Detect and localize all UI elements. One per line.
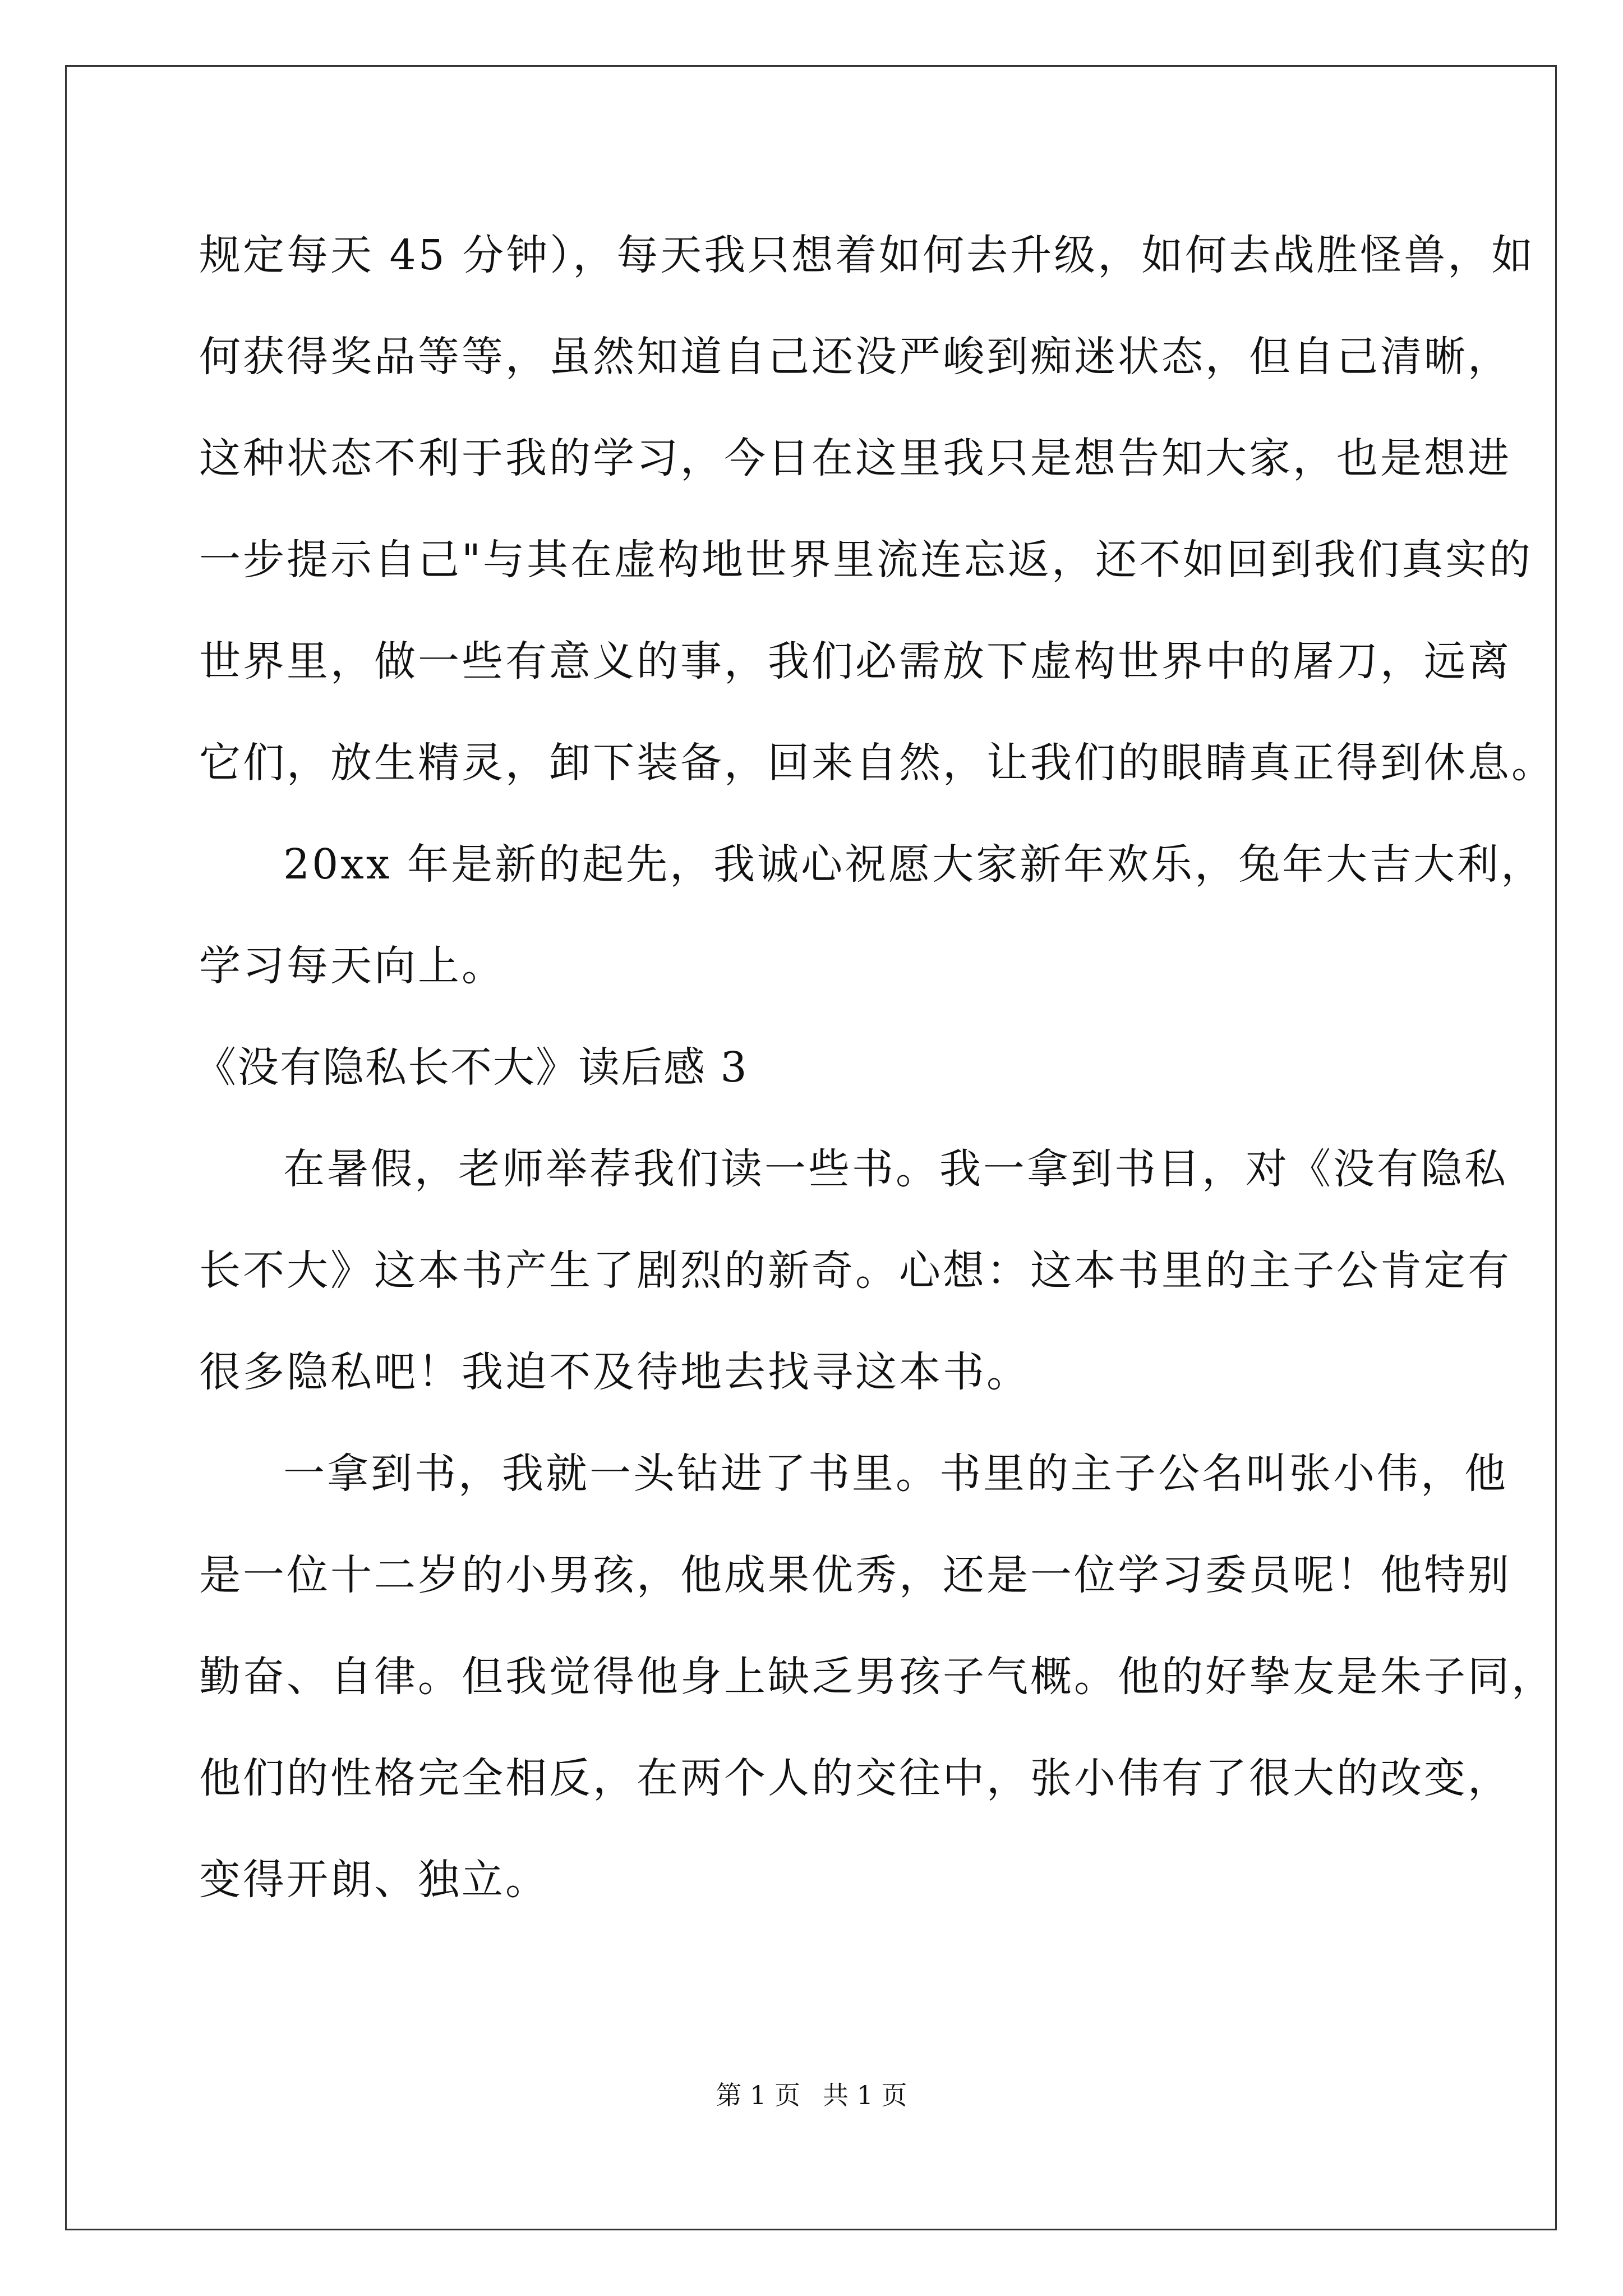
text-line: 他们的性格完全相反，在两个人的交往中，张小伟有了很大的改变， <box>199 1754 1511 1802</box>
paragraph <box>199 1127 1511 1432</box>
text-line: 在暑假，老师举荐我们读一些书。我一拿到书目，对《没有隐私 <box>283 1145 1508 1193</box>
text-line: 一拿到书，我就一头钻进了书里。书里的主子公名叫张小伟，他 <box>283 1450 1508 1498</box>
text-line: 一步提示自己"与其在虚构地世界里流连忘返，还不如回到我们真实的 <box>199 536 1533 584</box>
text-line: 20xx 年是新的起先，我诚心祝愿大家新年欢乐，兔年大吉大利， <box>283 840 1545 889</box>
paragraph <box>199 213 1555 822</box>
document-body <box>195 213 1555 1939</box>
paragraph <box>199 822 1545 1025</box>
text-line: 它们，放生精灵，卸下装备，回来自然，让我们的眼睛真正得到休息。 <box>199 739 1555 787</box>
page-number-total: 共 1 页 <box>823 2080 907 2110</box>
page-footer <box>0 2078 1623 2112</box>
page-number-current: 第 1 页 <box>716 2080 800 2110</box>
text-line: 长不大》这本书产生了剧烈的新奇。心想：这本书里的主子公肯定有 <box>199 1246 1511 1295</box>
text-line: 很多隐私吧！我迫不及待地去找寻这本书。 <box>199 1348 1030 1396</box>
text-line: 何获得奖品等等，虽然知道自己还没严峻到痴迷状态，但自己清晰， <box>199 333 1511 381</box>
text-line: 学习每天向上。 <box>199 942 505 990</box>
text-line: 变得开朗、独立。 <box>199 1856 549 1904</box>
text-line: 是一位十二岁的小男孩，他成果优秀，还是一位学习委员呢！他特别 <box>199 1551 1511 1599</box>
paragraph <box>199 1432 1555 1939</box>
section-title: 《没有隐私长不大》读后感 3 <box>195 1043 748 1092</box>
text-line: 这种状态不利于我的学习，今日在这里我只是想告知大家，也是想进 <box>199 434 1511 482</box>
text-line: 世界里，做一些有意义的事，我们必需放下虚构世界中的屠刀，远离 <box>199 637 1511 685</box>
text-line: 规定每天 45 分钟），每天我只想着如何去升级，如何去战胜怪兽，如 <box>199 231 1536 279</box>
text-line: 勤奋、自律。但我觉得他身上缺乏男孩子气概。他的好挚友是朱子同， <box>199 1653 1555 1701</box>
